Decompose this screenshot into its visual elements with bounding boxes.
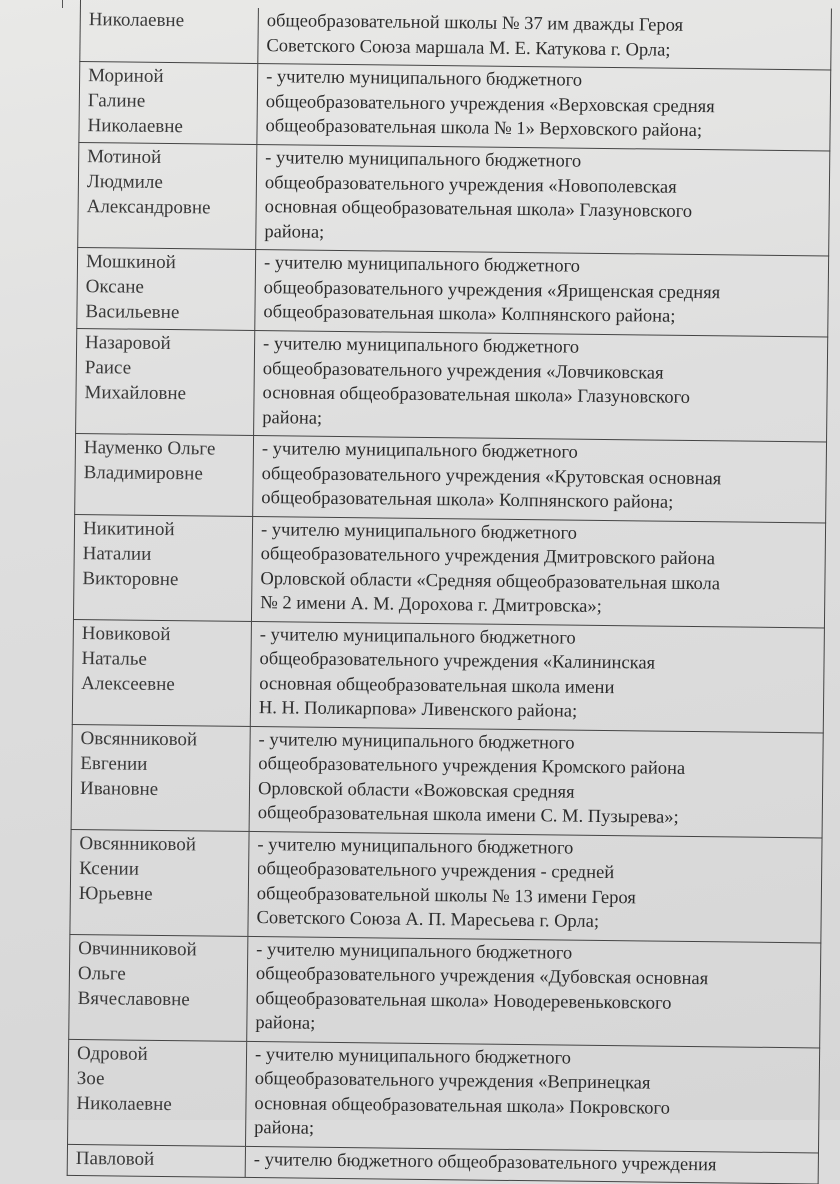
recipient-name-line: Михайловне — [84, 382, 187, 405]
description-line: общеобразовательной школы № 13 имени Героя — [256, 883, 636, 908]
recipient-name-cell — [74, 514, 253, 620]
description-line: общеобразовательного учреждения «Новополевская — [264, 172, 677, 198]
recipient-name-line: Евгении — [80, 752, 148, 775]
description-line: Н. Н. Поликарпова» Ливенского района; — [258, 698, 578, 722]
description-line: основная общеобразовательная школа имени — [259, 673, 615, 698]
recipient-name-cell — [76, 329, 255, 435]
recipient-name-line: Раисе — [84, 357, 132, 379]
recipient-description-cell — [255, 250, 828, 336]
description-line: - учителю муниципального бюджетного — [258, 729, 575, 754]
table-row — [78, 62, 831, 152]
description-line: общеобразовательного учреждения «Крутовская основная — [261, 463, 722, 489]
table-row — [79, 0, 832, 71]
recipient-name-line: Ксении — [79, 857, 140, 880]
recipient-name-line: Овчинниковой — [78, 937, 197, 960]
description-line: общеобразовательного учреждения Кромского района — [258, 754, 686, 779]
recipient-description-cell — [246, 1041, 819, 1151]
description-line: № 2 имени А. М. Дорохова г. Дмитровска»; — [260, 593, 602, 617]
award-table — [67, 0, 832, 1184]
recipient-name-cell — [72, 724, 251, 830]
recipient-description-cell — [250, 726, 823, 836]
recipient-name-line: Мотиной — [87, 146, 162, 168]
description-line: района; — [255, 1013, 316, 1034]
description-line: - учителю бюджетного общеобразовательного учреждения — [253, 1149, 717, 1175]
description-line: - учителю муниципального бюджетного — [257, 834, 574, 859]
description-line: основная общеобразовательная школа» Глазуновского — [262, 383, 691, 408]
description-line: общеобразовательная школа» Колпнянского района; — [261, 488, 674, 513]
recipient-name-line: Никитиной — [82, 517, 175, 540]
recipient-name-line: Овсянниковой — [79, 832, 197, 855]
recipient-name-cell — [69, 934, 248, 1040]
table-row — [69, 829, 822, 943]
recipient-name-line: Вячеславовне — [77, 987, 190, 1010]
description-line: - учителю муниципального бюджетного — [260, 519, 578, 544]
recipient-name-line: Одровой — [76, 1042, 148, 1065]
recipient-description-cell — [248, 831, 821, 941]
recipient-name-line: Васильевне — [85, 301, 180, 324]
table-row — [74, 434, 827, 523]
description-line: общеобразовательного учреждения «Калининская — [259, 649, 656, 674]
margin-tick — [62, 0, 63, 8]
recipient-name-line: Ивановне — [79, 777, 159, 800]
recipient-name-line: Ольге — [77, 962, 126, 985]
description-line: общеобразовательного учреждения «Вепринецкая — [254, 1069, 651, 1094]
recipient-description-cell — [254, 331, 827, 441]
table-row — [73, 514, 826, 628]
recipient-description-cell — [256, 145, 829, 255]
description-line: основная общеобразовательная школа» Покровского — [254, 1093, 671, 1119]
table-row — [76, 248, 829, 338]
description-line: общеобразовательного учреждения - средней — [257, 859, 615, 884]
description-line: общеобразовательного учреждения Дмитровского района — [260, 544, 716, 570]
description-line: Советского Союза А. П. Маресьева г. Орла; — [256, 908, 600, 932]
description-line: района; — [254, 1118, 315, 1139]
recipient-name-line: Павловой — [75, 1147, 155, 1170]
description-line: общеобразовательная школа № 1» Верховского района; — [265, 116, 703, 142]
recipient-name-line: Наталии — [82, 542, 152, 565]
recipient-name-cell — [78, 143, 257, 249]
description-line: общеобразовательная школа» Новодеревеньковского — [255, 988, 672, 1014]
recipient-description-cell — [251, 621, 824, 731]
description-line: Советского Союза маршала М. Е. Катукова г. Орла; — [266, 35, 671, 61]
recipient-name-line: Владимировне — [83, 462, 203, 485]
recipient-name-line: Новиковой — [81, 622, 171, 645]
description-line: - учителю муниципального бюджетного — [259, 624, 576, 649]
table-row — [71, 724, 824, 838]
recipient-name-line: Зое — [76, 1067, 105, 1089]
recipient-name-line: Николаевне — [76, 1092, 172, 1115]
table-row — [68, 934, 821, 1048]
recipient-name-cell — [70, 829, 249, 935]
description-line: - учителю муниципального бюджетного — [256, 939, 573, 964]
recipient-name-line: Александровне — [86, 196, 211, 219]
recipient-description-cell — [257, 64, 830, 150]
description-line: общеобразовательного учреждения «Верховская средняя — [265, 91, 715, 117]
table-row — [75, 329, 828, 443]
recipient-name-cell — [79, 62, 258, 144]
recipient-description-cell — [246, 1146, 818, 1183]
description-line: основная общеобразовательная школа» Глазуновского — [264, 197, 693, 222]
recipient-name-cell — [80, 6, 259, 63]
description-line: района; — [264, 221, 325, 243]
description-line: Орловской области «Вожовская средняя — [257, 778, 575, 803]
recipient-name-line: Оксане — [85, 276, 145, 298]
description-line: общеобразовательной школы № 37 им дважды Героя — [266, 11, 684, 36]
recipient-name-cell — [68, 1144, 246, 1177]
recipient-name-line: Николаевне — [87, 115, 184, 138]
recipient-name-line: Николаевне — [88, 9, 185, 32]
recipient-name-line: Алексеевне — [81, 672, 175, 695]
description-line: общеобразовательного учреждения «Дубовская основная — [255, 964, 709, 990]
description-line: - учителю муниципального бюджетного — [263, 253, 581, 277]
recipient-name-line: Мориной — [88, 65, 164, 87]
recipient-name-line: Юрьевне — [78, 882, 153, 905]
recipient-name-cell — [77, 248, 256, 330]
recipient-name-line: Галине — [87, 90, 146, 112]
recipient-name-line: Викторовне — [82, 567, 179, 590]
recipient-name-cell — [75, 434, 254, 516]
recipient-name-line: Наталье — [81, 647, 148, 670]
description-line: общеобразовательная школа имени С. М. Пузырева»; — [257, 803, 679, 828]
table-row — [67, 1039, 820, 1153]
recipient-name-cell — [68, 1039, 247, 1145]
description-line: общеобразовательного учреждения «Ярищенская средняя — [263, 277, 721, 303]
description-line: Орловской области «Средняя общеобразовательная школа — [260, 568, 721, 594]
recipient-name-line: Назаровой — [84, 332, 171, 355]
description-line: - учителю муниципального бюджетного — [262, 334, 580, 358]
recipient-name-line: Науменко Ольге — [83, 437, 216, 460]
recipient-description-cell — [253, 436, 826, 522]
recipient-name-cell — [73, 619, 252, 725]
description-line: района; — [262, 407, 323, 429]
recipient-name-line: Овсянниковой — [80, 727, 198, 750]
recipient-description-cell — [247, 936, 820, 1046]
description-line: - учителю муниципального бюджетного — [254, 1044, 572, 1069]
description-line: - учителю муниципального бюджетного — [261, 439, 578, 463]
description-line: - учителю муниципального бюджетного — [266, 67, 583, 91]
recipient-description-cell — [258, 8, 831, 69]
recipient-name-line: Людмиле — [86, 171, 163, 193]
description-line: общеобразовательного учреждения «Ловчиковская — [262, 358, 664, 384]
recipient-name-line: Мошкиной — [85, 251, 176, 274]
description-line: общеобразовательная школа» Колпнянского района; — [263, 302, 676, 327]
description-line: - учителю муниципального бюджетного — [265, 148, 582, 172]
table-row — [77, 143, 830, 257]
table-row — [72, 619, 825, 733]
recipient-description-cell — [252, 516, 825, 626]
